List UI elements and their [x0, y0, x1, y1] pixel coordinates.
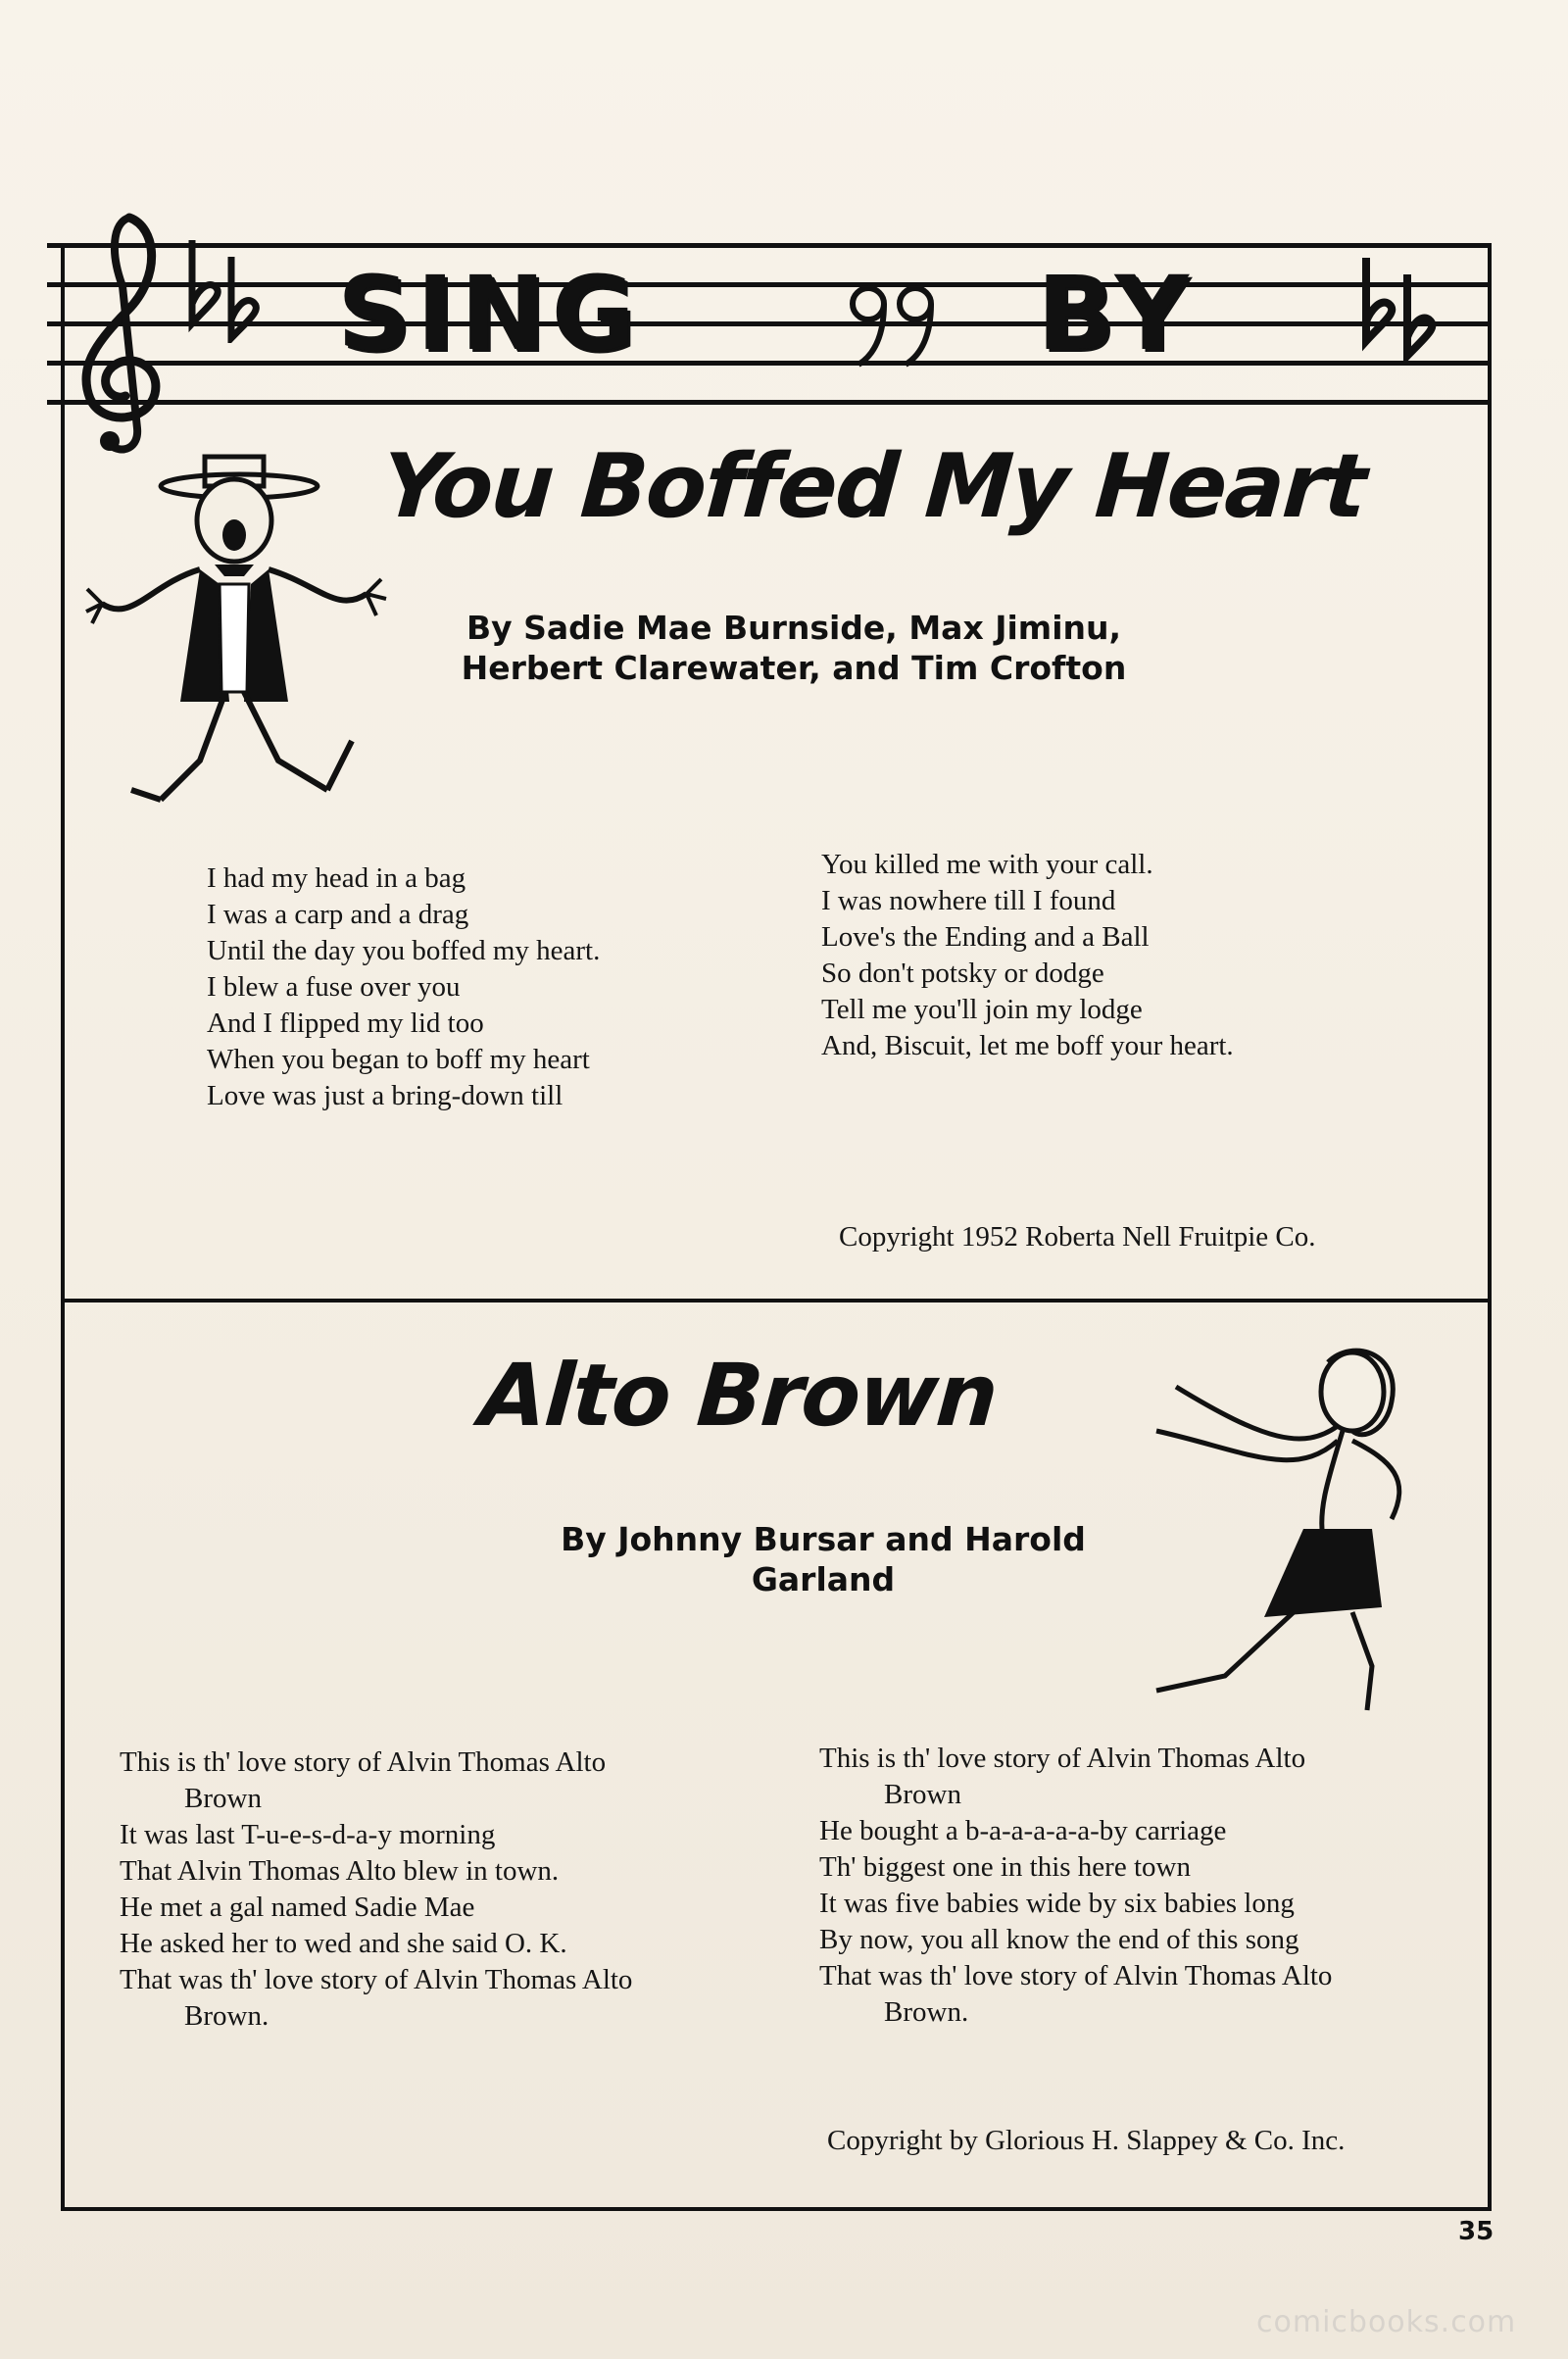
- dancing-man-illustration: [82, 447, 396, 829]
- lyric-line: Brown.: [884, 1996, 969, 2028]
- page-number: 35: [1458, 2217, 1494, 2246]
- copyright-notice: Copyright by Glorious H. Slappey & Co. Inc.: [827, 2125, 1346, 2156]
- lyric-line: And, Biscuit, let me boff your heart.: [821, 1030, 1234, 1061]
- lyric-line: This is th' love story of Alvin Thomas Alto: [120, 1746, 607, 1778]
- lyric-line: Brown: [884, 1779, 961, 1810]
- song-byline: By Sadie Mae Burnside, Max Jiminu, Herbert Clarewater, and Tim Crofton: [461, 609, 1127, 688]
- lyric-line: And I flipped my lid too: [207, 1007, 484, 1039]
- copyright-notice: Copyright 1952 Roberta Nell Fruitpie Co.: [839, 1221, 1316, 1253]
- lyric-line: Brown: [184, 1783, 262, 1814]
- lyric-line: By now, you all know the end of this song: [819, 1924, 1299, 1955]
- lyric-line: Th' biggest one in this here town: [819, 1851, 1191, 1883]
- song-title: Alto Brown: [476, 1345, 1000, 1446]
- lyric-line: He asked her to wed and she said O. K.: [120, 1928, 567, 1959]
- lyric-line: He met a gal named Sadie Mae: [120, 1892, 475, 1923]
- lyric-line: Until the day you boffed my heart.: [207, 935, 601, 966]
- lyric-line: Tell me you'll join my lodge: [821, 994, 1143, 1025]
- lyric-line: I was a carp and a drag: [207, 899, 469, 930]
- lyric-line: You killed me with your call.: [821, 849, 1153, 880]
- section-divider: [61, 1299, 1492, 1302]
- lyric-line: It was last T-u-e-s-d-a-y morning: [120, 1819, 496, 1850]
- song-byline: By Johnny Bursar and Harold Garland: [561, 1520, 1086, 1599]
- lyric-line: I blew a fuse over you: [207, 971, 461, 1003]
- lyric-line: When you began to boff my heart: [207, 1044, 590, 1075]
- lyric-line: That was th' love story of Alvin Thomas Alto: [120, 1964, 633, 1995]
- lyrics-column-left: [207, 860, 600, 1114]
- lyric-line: Love was just a bring-down till: [207, 1080, 564, 1111]
- lyric-line: So don't potsky or dodge: [821, 958, 1104, 989]
- lyric-line: That was th' love story of Alvin Thomas Alto: [819, 1960, 1333, 1991]
- source-watermark: comicbooks.com: [1256, 2305, 1517, 2339]
- lyric-line: That Alvin Thomas Alto blew in town.: [120, 1855, 560, 1887]
- lyric-line: He bought a b-a-a-a-a-a-by carriage: [819, 1815, 1227, 1846]
- song-title: You Boffed My Heart: [378, 435, 1369, 538]
- lyrics-column-right: [819, 1741, 1332, 2031]
- lyric-line: I was nowhere till I found: [821, 885, 1116, 916]
- lyric-line: Love's the Ending and a Ball: [821, 921, 1150, 953]
- lyric-line: This is th' love story of Alvin Thomas Alto: [819, 1743, 1306, 1774]
- lyric-line: I had my head in a bag: [207, 862, 466, 894]
- lyric-line: Brown.: [184, 2000, 270, 2032]
- dancing-woman-illustration: [1117, 1333, 1441, 1725]
- banner-sing: SING: [337, 254, 641, 373]
- lyrics-column-left: [120, 1745, 632, 2035]
- lyrics-column-right: [821, 847, 1234, 1064]
- banner-by: BY: [1037, 254, 1195, 373]
- lyric-line: It was five babies wide by six babies long: [819, 1888, 1295, 1919]
